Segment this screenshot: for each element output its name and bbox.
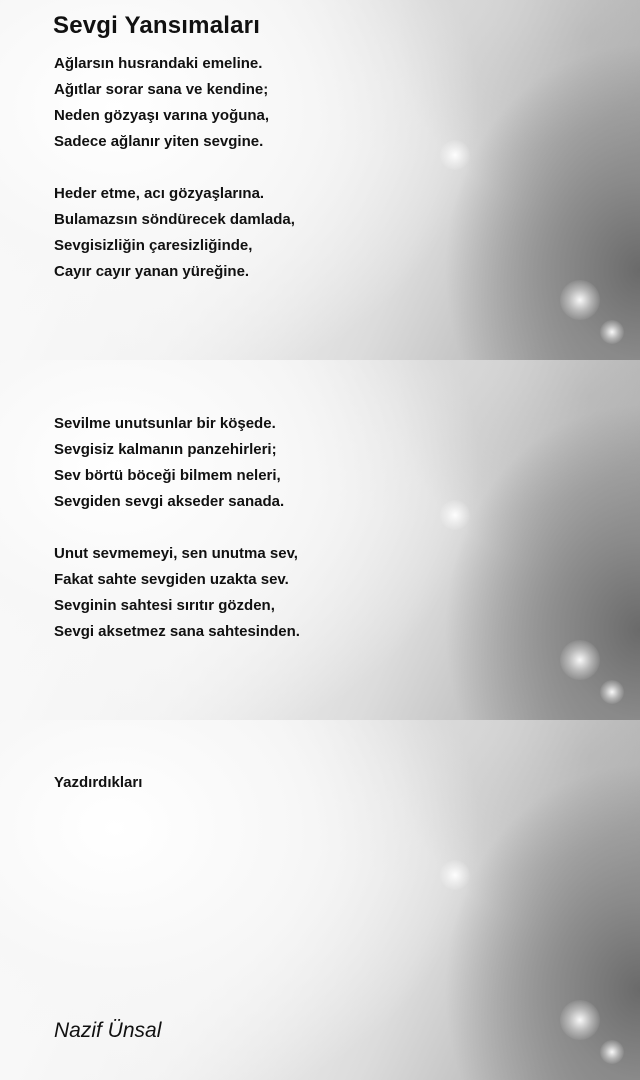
printed-by-label: Yazdırdıkları	[54, 774, 143, 791]
poem-stanza-1	[54, 51, 269, 155]
sparkle-decoration	[560, 1000, 600, 1040]
poem-title: Sevgi Yansımaları	[53, 12, 261, 39]
sparkle-decoration	[560, 640, 600, 680]
poem-stanza-3	[54, 411, 284, 515]
poem-line: Sev börtü böceği bilmem neleri,	[54, 467, 281, 484]
sparkle-decoration	[600, 680, 624, 704]
sparkle-decoration	[440, 140, 470, 170]
sparkle-decoration	[440, 500, 470, 530]
poem-line: Cayır cayır yanan yüreğine.	[54, 263, 250, 280]
poem-line: Unut sevmemeyi, sen unutma sev,	[54, 545, 298, 562]
poem-line: Sevgisiz kalmanın panzehirleri;	[54, 441, 277, 458]
poem-line: Sevginin sahtesi sırıtır gözden,	[54, 597, 275, 614]
poem-line: Bulamazsın söndürecek damlada,	[54, 211, 295, 228]
poem-line: Sevgisizliğin çaresizliğinde,	[54, 237, 253, 254]
sparkle-decoration	[440, 860, 470, 890]
poem-line: Heder etme, acı gözyaşlarına.	[54, 185, 265, 202]
poem-line: Sevgiden sevgi akseder sanada.	[54, 493, 285, 510]
sparkle-decoration	[600, 320, 624, 344]
poem-line: Sadece ağlanır yiten sevgine.	[54, 133, 264, 150]
poem-card-1	[0, 0, 640, 360]
poem-card-3	[0, 720, 640, 1080]
poem-line: Ağlarsın husrandaki emeline.	[54, 55, 263, 72]
poem-stanza-4	[54, 541, 300, 645]
sparkle-decoration	[560, 280, 600, 320]
poem-card-2	[0, 360, 640, 720]
sparkle-decoration	[600, 1040, 624, 1064]
poem-line: Sevgi aksetmez sana sahtesinden.	[54, 623, 300, 640]
poem-line: Fakat sahte sevgiden uzakta sev.	[54, 571, 289, 588]
poem-stanza-2	[54, 181, 295, 285]
poem-line: Ağıtlar sorar sana ve kendine;	[54, 81, 269, 98]
author-signature: Nazif Ünsal	[54, 1019, 162, 1042]
poem-line: Sevilme unutsunlar bir köşede.	[54, 415, 276, 432]
poem-line: Neden gözyaşı varına yoğuna,	[54, 107, 270, 124]
